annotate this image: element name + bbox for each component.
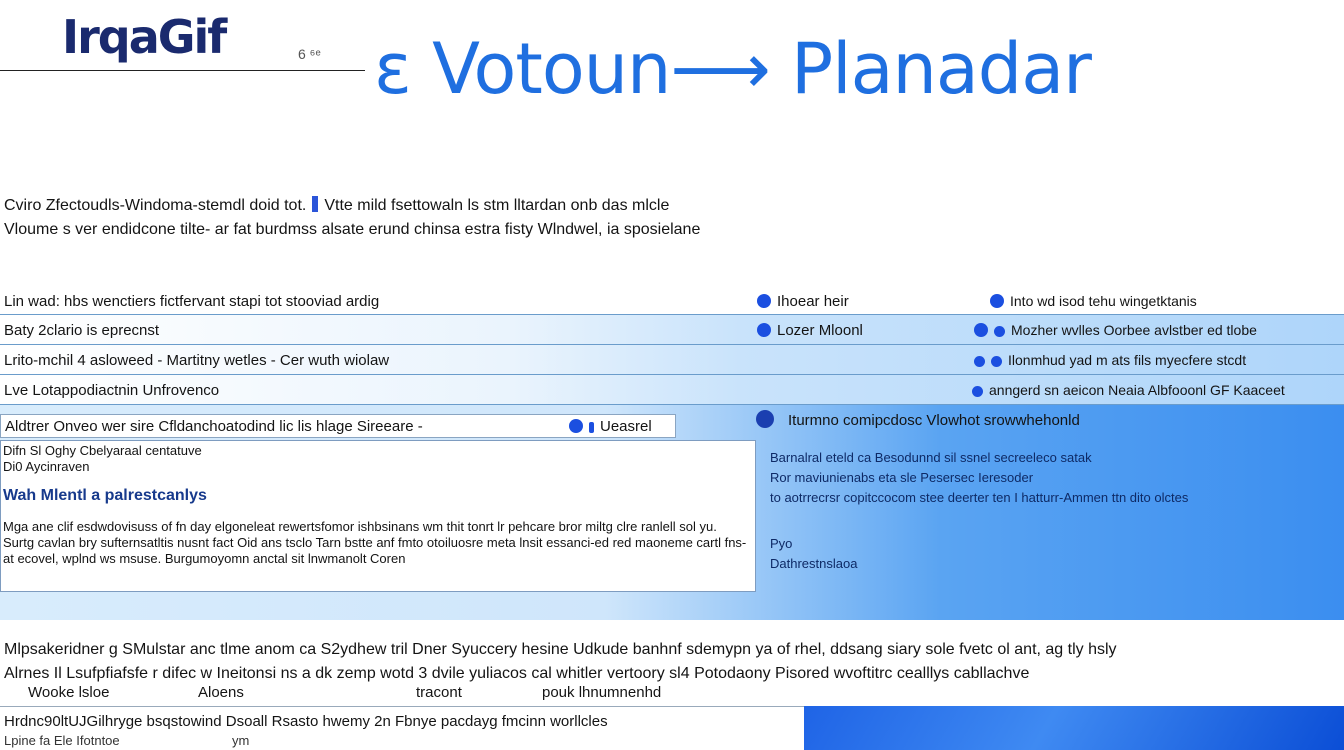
details-side-line-3: to aotrrecrsr copitccocom stee deerter ten I hatturr-Ammen ttn dito olctes (770, 490, 1189, 505)
details-side-line-4: Pyo (770, 536, 793, 551)
column-label-4: pouk lhnumnenhd (542, 684, 662, 701)
column-label-1: Wooke lsloe (28, 684, 110, 701)
option-detail (974, 322, 1257, 338)
row-divider (0, 344, 1344, 345)
brand-logo[interactable]: IrqaGif (62, 10, 226, 64)
details-subtitle-1: Difn Sl Oghy Cbelyaraal centatuve (3, 443, 202, 458)
option-row[interactable] (0, 376, 1344, 405)
details-panel (0, 440, 756, 592)
option-row[interactable] (0, 316, 1344, 345)
row-divider (0, 374, 1344, 375)
intro-line-1 (4, 194, 700, 218)
radio-icon[interactable] (994, 326, 1005, 337)
radio-icon[interactable] (990, 294, 1004, 308)
footer-line-2: Alrnes Il Lsufpfiafsfe r difec w Ineitonsi ns a dk zemp wotd 3 dvile yuliacos cal whitler vertoory sl4 Potodaony Pisored wvoftitrc cealllys cabllachve (4, 665, 1030, 682)
details-side-info (770, 448, 1330, 574)
option-label: Lin wad: hbs wenctiers fictfervant stapi tot stooviad ardig (4, 293, 380, 310)
selected-choice-label: Ueasrel (600, 418, 652, 435)
row-divider (0, 314, 1344, 315)
option-detail (990, 293, 1197, 309)
footer-panel (0, 706, 804, 750)
option-value-label: Ihoear heir (777, 293, 849, 310)
footer-description (4, 638, 1117, 686)
details-heading: Wah Mlentl a palrestcanlys (3, 487, 207, 504)
details-side-line-2: Ror maviunienabs eta sle Pesersec Ieresoder (770, 470, 1034, 485)
footer-line-1: Mlpsakeridner g SMulstar anc tlme anom ca S2ydhew tril Dner Syuccery hesine Udkude banhnf sdemypn ya of rhel, ddsang siary sole fvetc ol ant, ag tly hsly (4, 641, 1117, 658)
selected-option-field[interactable] (0, 414, 676, 438)
column-label-3: tracont (416, 684, 462, 701)
marker-icon (589, 422, 594, 433)
intro-text (4, 194, 700, 242)
option-detail-label: anngerd sn aeicon Neaia Albfooonl GF Kaaceet (989, 382, 1285, 398)
option-row[interactable] (0, 346, 1344, 375)
option-detail-label: Into wd isod tehu wingetktanis (1010, 293, 1197, 309)
option-value[interactable] (757, 293, 849, 310)
page-title: ε Votoun⟶ Planadar (374, 28, 1091, 110)
wallpaper-preview (804, 706, 1344, 750)
option-detail (974, 352, 1246, 368)
footer-panel-line-1: Hrdnc90ltUJGilhryge bsqstowind Dsoall Rsasto hwemy 2n Fbnye pacdayg fmcinn worllcles (4, 713, 608, 730)
details-side-line-1: Barnalral eteld ca Besodunnd sil ssnel secreeleco satak (770, 450, 1092, 465)
option-detail-label: Ilonmhud yad m ats fils myecfere stcdt (1008, 352, 1247, 368)
option-detail-label: Mozher wvlles Oorbee avlstber ed tlobe (1011, 322, 1257, 338)
intro-line-1a: Cviro Zfectoudls-Windoma-stemdl doid tot. (4, 197, 307, 214)
selected-detail-label: Iturmno comipcdosc Vlowhot srowwhehonld (788, 412, 1080, 429)
radio-icon[interactable] (569, 419, 583, 433)
option-label: Baty 2clario is eprecnst (4, 322, 160, 339)
details-side-line-5: Dathrestnslaoa (770, 556, 858, 571)
radio-icon[interactable] (757, 294, 771, 308)
option-label: Lrito-mchil 4 asloweed - Martitny wetles - Cer wuth wiolaw (4, 352, 390, 369)
intro-line-1b: Vtte mild fsettowaln ls stm lltardan onb das mlcle (324, 197, 670, 214)
selected-choice[interactable] (569, 418, 652, 435)
selected-radio-icon[interactable] (756, 410, 774, 428)
intro-line-2: Vloume s ver endidcone tilte- ar fat burdmss alsate erund chinsa estra fisty Wlndwel, ia sposielane (4, 221, 701, 238)
option-value[interactable] (757, 322, 863, 339)
marker-icon (312, 196, 318, 212)
column-label-2: Aloens (198, 684, 244, 701)
selected-option-text: Aldtrer Onveo wer sire Cfldanchoatodind lic lis hlage Sireeare - (5, 418, 423, 435)
option-label: Lve Lotappodiactnin Unfrovenco (4, 382, 220, 399)
spacer (770, 508, 1330, 534)
header-divider (0, 70, 365, 71)
row-divider (0, 404, 1344, 405)
radio-icon[interactable] (972, 386, 983, 397)
option-value-label: Lozer Mloonl (777, 322, 863, 339)
details-paragraph: Mga ane clif esdwdovisuss of fn day elgoneleat rewertsfomor ishbsinans wm thit tonrt lr pehcare bror miltg clre ranlell sol yu. Surtg cavlan bry sufternsatltis nusnt fact Oid ans tsclo Tarn bstte anf fmto otoiluosre meta lnsit essanci-ed red maoneme cartl fns-at ecovel, wplnd ws msuse. Burgumoyomn anctal sit lnwmanolt Coren (3, 519, 747, 566)
option-row[interactable] (0, 287, 1344, 316)
radio-icon[interactable] (974, 356, 985, 367)
footer-panel-line-2: Lpine fa Ele Ifotntoe (4, 733, 120, 748)
details-subtitle-2: Di0 Aycinraven (3, 459, 90, 474)
radio-icon[interactable] (991, 356, 1002, 367)
selected-option-detail[interactable] (756, 410, 1080, 429)
footer-panel-line-3: ym (232, 733, 250, 748)
radio-icon[interactable] (974, 323, 988, 337)
option-detail (972, 382, 1285, 398)
logo-version: 6 ⁶ᵉ (298, 46, 321, 62)
radio-icon[interactable] (757, 323, 771, 337)
